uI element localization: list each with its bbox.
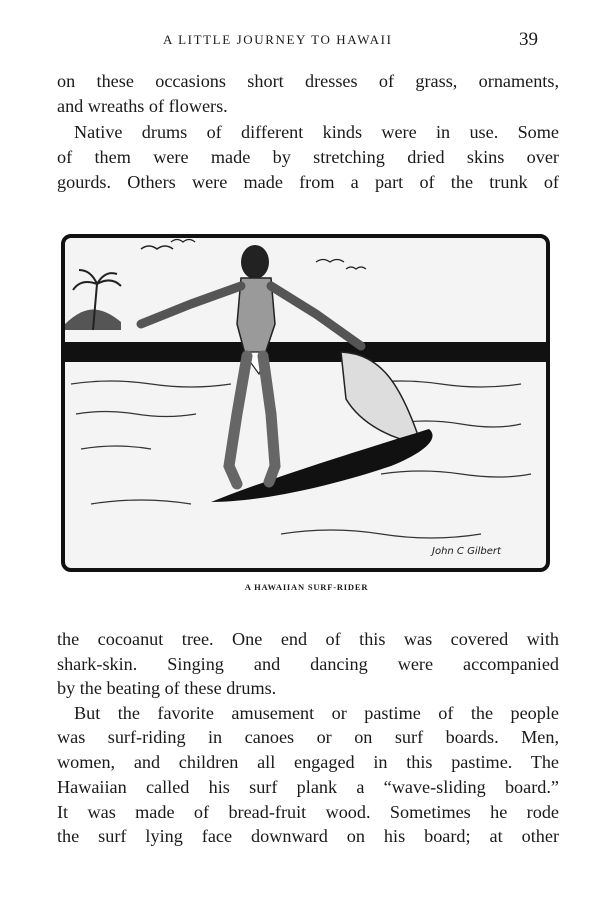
running-title: A LITTLE JOURNEY TO HAWAII bbox=[163, 32, 393, 47]
page-number: 39 bbox=[519, 29, 538, 50]
artist-signature: John C Gilbert bbox=[432, 546, 501, 557]
text-line: gourds. Others were made from a part of the trunk of bbox=[57, 172, 559, 192]
text-line: was surf-riding in canoes or on surf boards. Men, bbox=[57, 727, 559, 747]
text-line: the surf lying face downward on his board; at other bbox=[57, 826, 559, 846]
text-line: Hawaiian called his surf plank a “wave-sliding board.” bbox=[57, 777, 559, 797]
text-line: It was made of bread-fruit wood. Sometimes he rode bbox=[57, 802, 559, 822]
surf-rider-illustration bbox=[61, 234, 550, 572]
text-line: on these occasions short dresses of grass, ornaments, bbox=[57, 71, 559, 91]
text-line: women, and children all engaged in this pastime. The bbox=[57, 752, 559, 772]
text-line: and wreaths of flowers. bbox=[57, 96, 228, 116]
text-line: shark-skin. Singing and dancing were accompanied bbox=[57, 654, 559, 674]
figure-caption: A HAWAIIAN SURF-RIDER bbox=[244, 582, 369, 592]
text-line: Native drums of different kinds were in use. Some bbox=[74, 122, 559, 142]
text-line: of them were made by stretching dried skins over bbox=[57, 147, 559, 167]
text-line: by the beating of these drums. bbox=[57, 678, 277, 698]
text-line: the cocoanut tree. One end of this was covered with bbox=[57, 629, 559, 649]
text-line: But the favorite amusement or pastime of the people bbox=[74, 703, 559, 723]
